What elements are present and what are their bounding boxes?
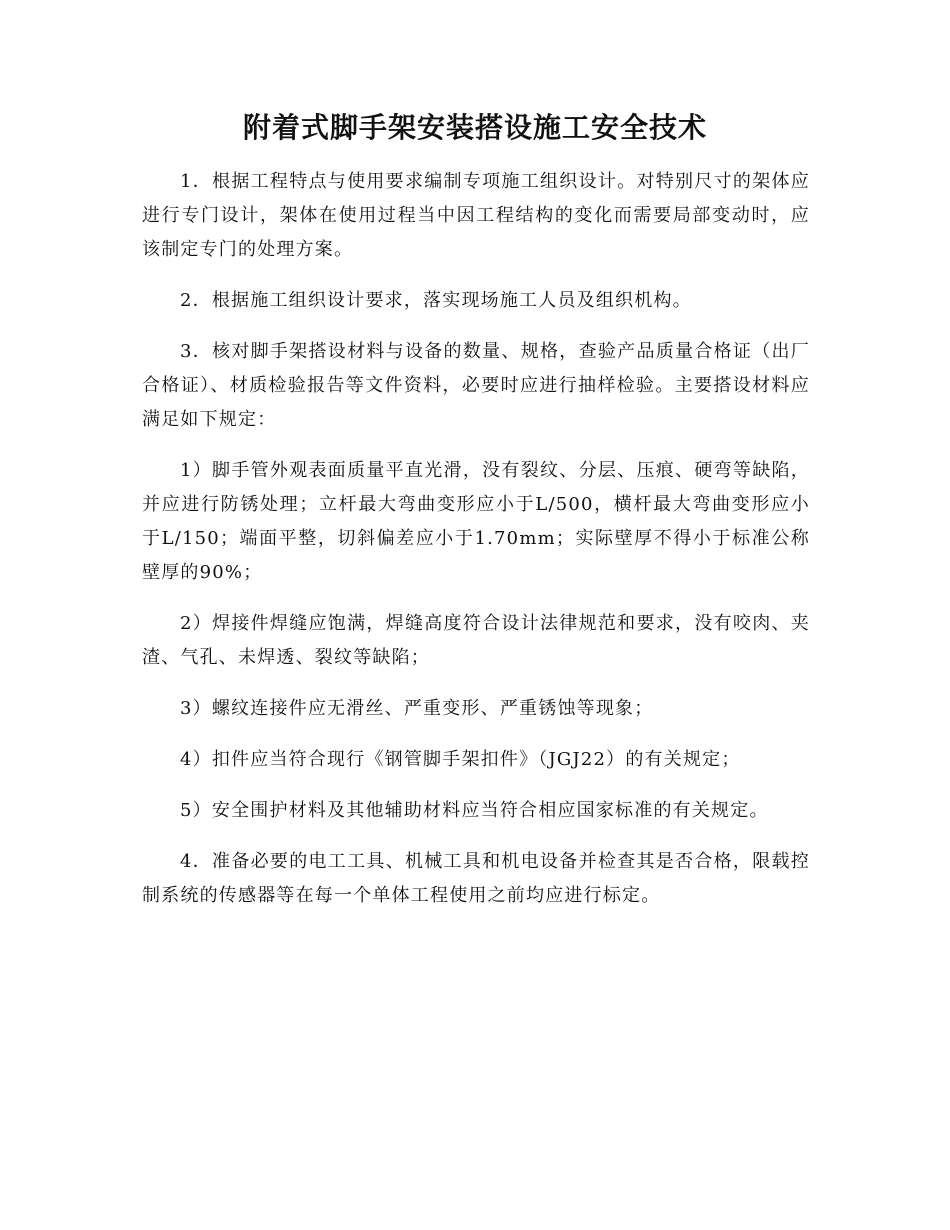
paragraph-3-item-1: 1）脚手管外观表面质量平直光滑，没有裂纹、分层、压痕、硬弯等缺陷，并应进行防锈处理；立杆最大弯曲变形应小于L/500，横杆最大弯曲变形应小于L/150；端面平整，切斜偏差应小于1.70mm；实际壁厚不得小于标准公称壁厚的90%； <box>142 460 810 583</box>
paragraph-3: 3．核对脚手架搭设材料与设备的数量、规格，查验产品质量合格证（出厂合格证）、材质检验报告等文件资料，必要时应进行抽样检验。主要搭设材料应满足如下规定： <box>142 341 810 430</box>
paragraph-3-item-4: 4）扣件应当符合现行《钢管脚手架扣件》（JGJ22）的有关规定； <box>180 749 741 770</box>
paragraph-2: 2．根据施工组织设计要求，落实现场施工人员及组织机构。 <box>180 290 692 311</box>
paragraph-1: 1．根据工程特点与使用要求编制专项施工组织设计。对特别尺寸的架体应进行专门设计，架体在使用过程当中因工程结构的变化而需要局部变动时，应该制定专门的处理方案。 <box>142 171 810 260</box>
paragraph-4: 4．准备必要的电工工具、机械工具和机电设备并检查其是否合格，限载控制系统的传感器等在每一个单体工程使用之前均应进行标定。 <box>142 851 810 906</box>
document-body <box>142 165 810 930</box>
document-title: 附着式脚手架安装搭设施工安全技术 <box>242 111 707 144</box>
paragraph-3-item-5: 5）安全围护材料及其他辅助材料应当符合相应国家标准的有关规定。 <box>180 800 769 821</box>
paragraph-3-item-2: 2）焊接件焊缝应饱满，焊缝高度符合设计法律规范和要求，没有咬肉、夹渣、气孔、未焊透、裂纹等缺陷； <box>142 613 810 668</box>
paragraph-3-item-3: 3）螺纹连接件应无滑丝、严重变形、严重锈蚀等现象； <box>180 698 654 719</box>
